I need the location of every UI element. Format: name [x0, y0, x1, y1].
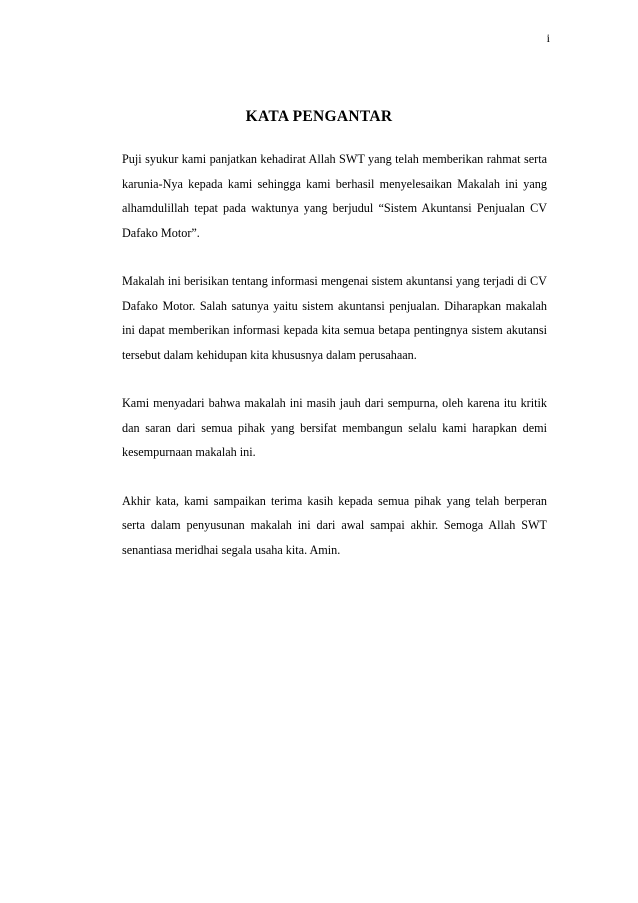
- document-body: [122, 147, 547, 586]
- paragraph-1: Puji syukur kami panjatkan kehadirat Allah SWT yang telah memberikan rahmat serta karunia-Nya kepada kami sehingga kami berhasil menyelesaikan Makalah ini yang alhamdulillah tepat pada waktunya yang berjudul “Sistem Akuntansi Penjualan CV Dafako Motor”.: [122, 152, 547, 240]
- page-title: KATA PENGANTAR: [245, 108, 393, 125]
- paragraph-3: Kami menyadari bahwa makalah ini masih jauh dari sempurna, oleh karena itu kritik dan saran dari semua pihak yang bersifat membangun selalu kami harapkan demi kesempurnaan makalah ini.: [122, 396, 547, 459]
- page-number: i: [546, 31, 550, 45]
- paragraph-4: Akhir kata, kami sampaikan terima kasih kepada semua pihak yang telah berperan serta dalam penyusunan makalah ini dari awal sampai akhir. Semoga Allah SWT senantiasa meridhai segala usaha kita. Amin.: [122, 493, 547, 557]
- paragraph-2: Makalah ini berisikan tentang informasi mengenai sistem akuntansi yang terjadi di CV Dafako Motor. Salah satunya yaitu sistem akuntansi penjualan. Diharapkan makalah ini dapat memberikan informasi kepada kita semua betapa pentingnya sistem akutansi tersebut dalam kehidupan kita khususnya dalam perusahaan.: [122, 274, 547, 362]
